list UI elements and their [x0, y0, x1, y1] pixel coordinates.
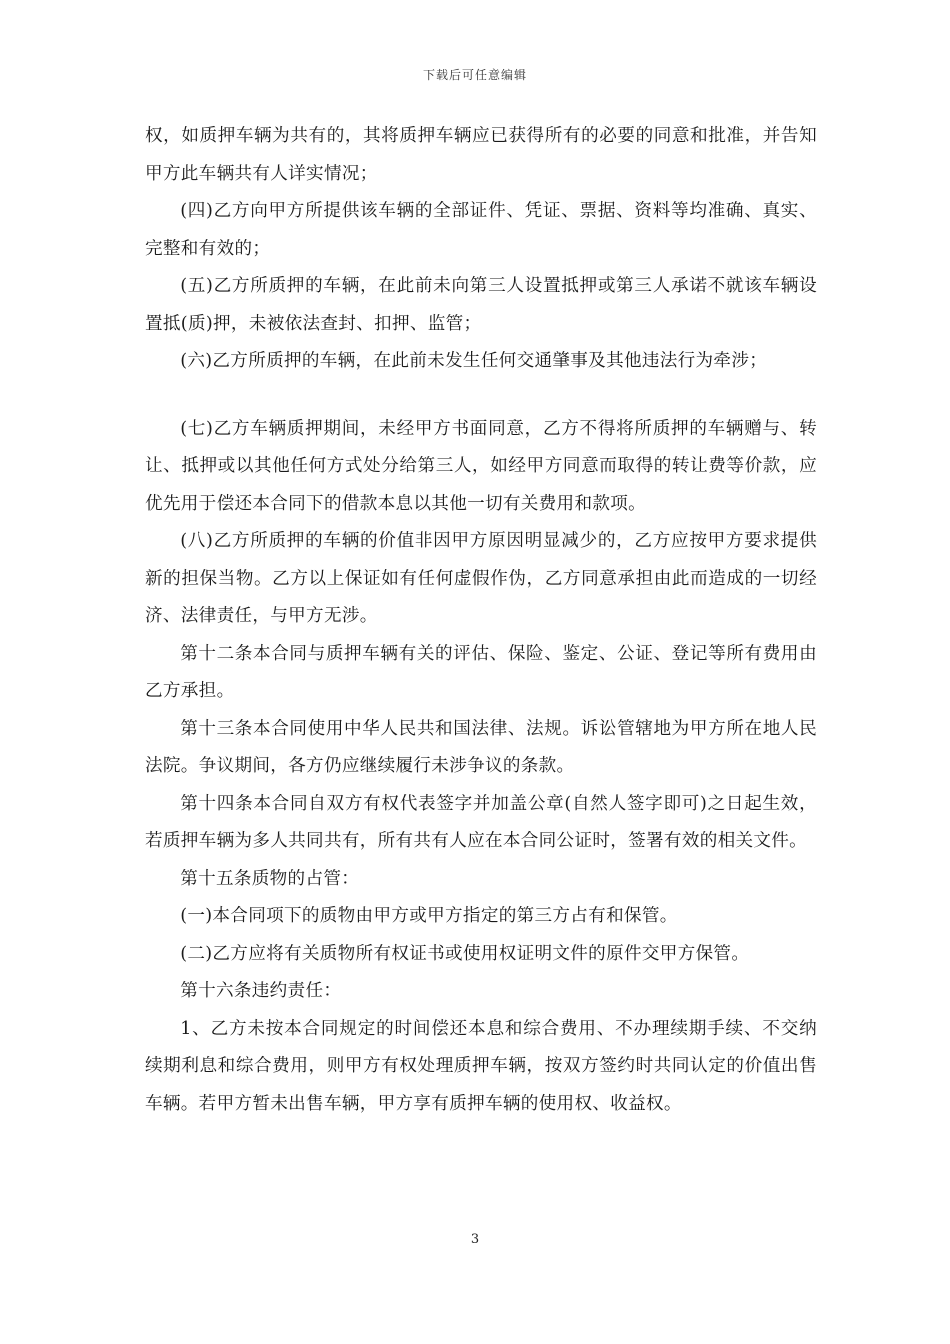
page-header: 下载后可任意编辑: [422, 68, 527, 82]
paragraph-item-5: (五)乙方所质押的车辆，在此前未向第三人设置抵押或第三人承诺不就该车辆设置抵(质)押，未被依法查封、扣押、监管；: [145, 276, 817, 334]
page-number: 3: [470, 1232, 480, 1247]
document-body: [145, 118, 817, 1123]
paragraph-article-16: 第十六条违约责任：: [180, 981, 342, 1001]
paragraph-item-7: (七)乙方车辆质押期间，未经甲方书面同意，乙方不得将所质押的车辆赠与、转让、抵押或以其他任何方式处分给第三人，如经甲方同意而取得的转让费等价款，应优先用于偿还本合同下的借款本息以其他一切有关费用和款项。: [145, 418, 817, 514]
paragraph-article-12: 第十二条本合同与质押车辆有关的评估、保险、鉴定、公证、登记等所有费用由乙方承担。: [145, 643, 817, 701]
paragraph-article-16-item-1: 1、乙方未按本合同规定的时间偿还本息和综合费用、不办理续期手续、不交纳续期利息和综合费用，则甲方有权处理质押车辆，按双方签约时共同认定的价值出售车辆。若甲方暂未出售车辆，甲方享有质押车辆的使用权、收益权。: [145, 1018, 817, 1114]
paragraph-item-4: (四)乙方向甲方所提供该车辆的全部证件、凭证、票据、资料等均准确、真实、完整和有效的；: [145, 201, 817, 259]
paragraph-continuation: 权，如质押车辆为共有的，其将质押车辆应已获得所有的必要的同意和批准，并告知甲方此车辆共有人详实情况；: [145, 126, 817, 184]
paragraph-article-13: 第十三条本合同使用中华人民共和国法律、法规。诉讼管辖地为甲方所在地人民法院。争议期间，各方仍应继续履行未涉争议的条款。: [145, 718, 817, 776]
paragraph-item-8: (八)乙方所质押的车辆的价值非因甲方原因明显减少的，乙方应按甲方要求提供新的担保当物。乙方以上保证如有任何虚假作伪，乙方同意承担由此而造成的一切经济、法律责任，与甲方无涉。: [145, 531, 817, 626]
paragraph-article-15-item-2: (二)乙方应将有关质物所有权证书或使用权证明文件的原件交甲方保管。: [180, 943, 750, 964]
paragraph-article-15-item-1: (一)本合同项下的质物由甲方或甲方指定的第三方占有和保管。: [180, 906, 678, 926]
paragraph-article-15: 第十五条质物的占管：: [180, 868, 360, 889]
paragraph-article-14: 第十四条本合同自双方有权代表签字并加盖公章(自然人签字即可)之日起生效，若质押车辆为多人共同共有，所有共有人应在本合同公证时，签署有效的相关文件。: [145, 793, 817, 851]
paragraph-item-6: (六)乙方所质押的车辆，在此前未发生任何交通肇事及其他违法行为牵涉；: [180, 351, 768, 371]
